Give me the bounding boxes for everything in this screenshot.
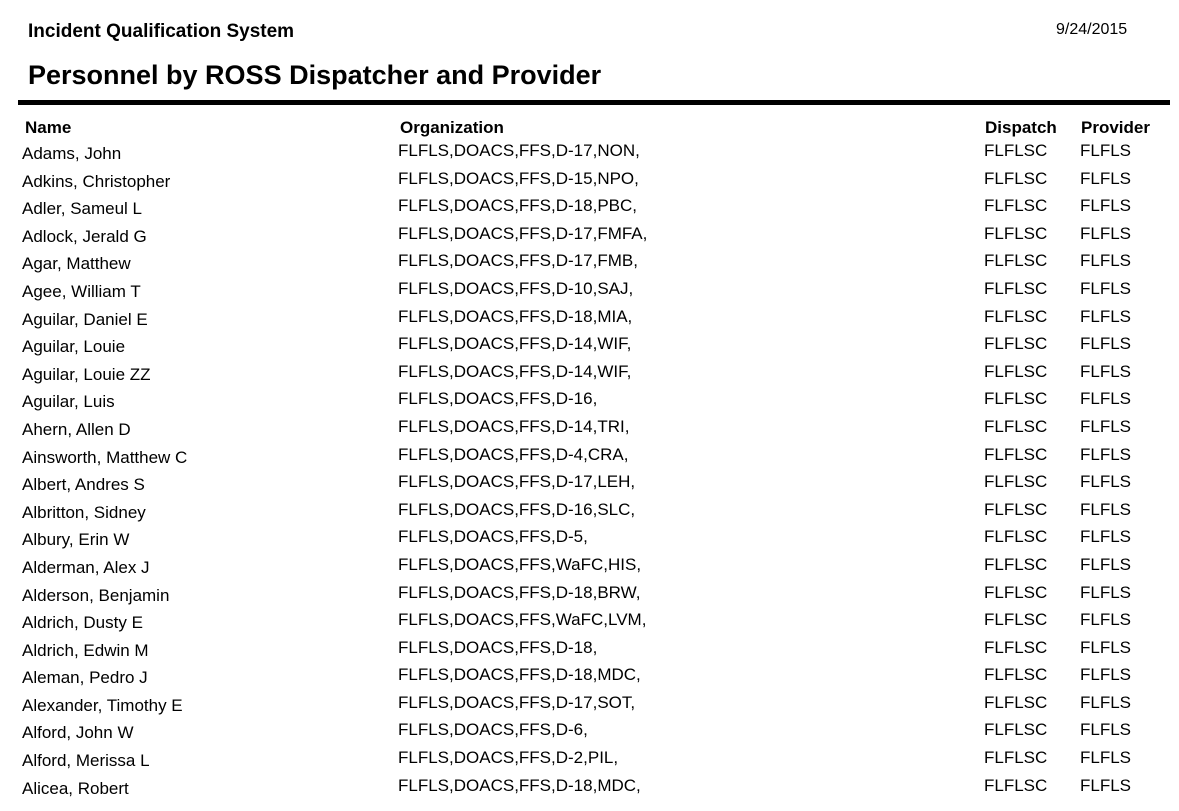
dispatch-cell: FLFLSC [984, 499, 1048, 519]
organization-cell: FLFLS,DOACS,FFS,D-2,PIL, [398, 748, 619, 768]
organization-cell: FLFLS,DOACS,FFS,D-5, [398, 527, 588, 547]
organization-cell: FLFLS,DOACS,FFS,D-16, [398, 389, 598, 409]
name-cell: Alexander, Timothy E [22, 695, 183, 715]
organization-cell: FLFLS,DOACS,FFS,D-18,MDC, [398, 665, 641, 685]
organization-cell: FLFLS,DOACS,FFS,D-14,WIF, [398, 361, 632, 381]
column-header-name: Name [25, 118, 72, 137]
organization-cell: FLFLS,DOACS,FFS,D-18,PBC, [398, 196, 637, 216]
name-cell: Ainsworth, Matthew C [22, 447, 188, 467]
name-cell: Alicea, Robert [22, 778, 129, 798]
provider-cell: FLFLS [1080, 334, 1132, 354]
table-row [0, 750, 1179, 778]
provider-cell: FLFLS [1080, 251, 1132, 271]
table-row [0, 143, 1179, 171]
name-cell: Albritton, Sidney [22, 502, 146, 522]
dispatch-cell: FLFLSC [984, 720, 1048, 740]
dispatch-cell: FLFLSC [984, 223, 1048, 243]
name-cell: Alderman, Alex J [22, 557, 150, 577]
provider-cell: FLFLS [1080, 444, 1132, 464]
table-row [0, 223, 1179, 254]
table-row [0, 474, 1179, 502]
provider-cell: FLFLS [1080, 748, 1132, 768]
provider-cell: FLFLS [1080, 141, 1132, 160]
dispatch-cell: FLFLSC [984, 692, 1048, 712]
provider-cell: FLFLS [1080, 278, 1132, 298]
name-cell: Aguilar, Louie [22, 337, 126, 357]
provider-cell: FLFLS [1080, 775, 1132, 795]
table-row [0, 499, 1179, 530]
table-row [0, 444, 1179, 475]
table-row [0, 306, 1179, 337]
organization-cell: FLFLS,DOACS,FFS,WaFC,HIS, [398, 554, 642, 574]
report-title: Personnel by ROSS Dispatcher and Provider [28, 60, 602, 90]
table-row [0, 529, 1179, 557]
dispatch-cell: FLFLSC [984, 361, 1048, 381]
organization-cell: FLFLS,DOACS,FFS,D-14,TRI, [398, 416, 630, 436]
report-date: 9/24/2015 [1056, 21, 1128, 38]
organization-cell: FLFLS,DOACS,FFS,D-10,SAJ, [398, 278, 634, 298]
organization-cell: FLFLS,DOACS,FFS,D-15,NPO, [398, 168, 639, 188]
organization-cell: FLFLS,DOACS,FFS,D-17,NON, [398, 141, 640, 160]
provider-cell: FLFLS [1080, 361, 1132, 381]
name-cell: Agar, Matthew [22, 254, 131, 274]
name-cell: Albury, Erin W [22, 530, 130, 550]
table-row [0, 612, 1179, 640]
organization-cell: FLFLS,DOACS,FFS,D-17,SOT, [398, 692, 636, 712]
name-cell: Aleman, Pedro J [22, 668, 148, 688]
organization-cell: FLFLS,DOACS,FFS,D-17,FMFA, [398, 223, 648, 243]
dispatch-cell: FLFLSC [984, 554, 1048, 574]
organization-cell: FLFLS,DOACS,FFS,WaFC,LVM, [398, 610, 647, 630]
personnel-table [0, 143, 1179, 805]
dispatch-cell: FLFLSC [984, 527, 1048, 547]
table-row [0, 278, 1179, 309]
organization-cell: FLFLS,DOACS,FFS,D-17,FMB, [398, 251, 638, 271]
name-cell: Adams, John [22, 144, 122, 163]
dispatch-cell: FLFLSC [984, 665, 1048, 685]
table-row [0, 336, 1179, 364]
provider-cell: FLFLS [1080, 665, 1132, 685]
name-cell: Alderson, Benjamin [22, 585, 170, 605]
provider-cell: FLFLS [1080, 196, 1132, 216]
column-header-provider: Provider [1081, 118, 1150, 137]
table-row [0, 692, 1179, 723]
table-row [0, 168, 1179, 199]
name-cell: Albert, Andres S [22, 475, 145, 495]
table-row [0, 775, 1179, 806]
provider-cell: FLFLS [1080, 306, 1132, 326]
dispatch-cell: FLFLSC [984, 168, 1048, 188]
dispatch-cell: FLFLSC [984, 610, 1048, 630]
column-header-dispatch: Dispatch [985, 118, 1057, 137]
system-title: Incident Qualification System [28, 21, 295, 42]
name-cell: Alford, Merissa L [22, 751, 150, 771]
provider-cell: FLFLS [1080, 610, 1132, 630]
provider-cell: FLFLS [1080, 527, 1132, 547]
column-header-organization: Organization [400, 118, 504, 137]
table-row [0, 554, 1179, 585]
organization-cell: FLFLS,DOACS,FFS,D-17,LEH, [398, 472, 636, 492]
name-cell: Agee, William T [22, 281, 141, 301]
dispatch-cell: FLFLSC [984, 196, 1048, 216]
provider-cell: FLFLS [1080, 499, 1132, 519]
organization-cell: FLFLS,DOACS,FFS,D-16,SLC, [398, 499, 636, 519]
dispatch-cell: FLFLSC [984, 278, 1048, 298]
dispatch-cell: FLFLSC [984, 389, 1048, 409]
table-row [0, 253, 1179, 281]
dispatch-cell: FLFLSC [984, 141, 1048, 160]
name-cell: Aldrich, Dusty E [22, 613, 143, 633]
name-cell: Adlock, Jerald G [22, 226, 147, 246]
provider-cell: FLFLS [1080, 692, 1132, 712]
provider-cell: FLFLS [1080, 416, 1132, 436]
dispatch-cell: FLFLSC [984, 416, 1048, 436]
dispatch-cell: FLFLSC [984, 334, 1048, 354]
dispatch-cell: FLFLSC [984, 775, 1048, 795]
dispatch-cell: FLFLSC [984, 472, 1048, 492]
organization-cell: FLFLS,DOACS,FFS,D-18,MDC, [398, 775, 641, 795]
table-row [0, 361, 1179, 392]
name-cell: Aguilar, Daniel E [22, 309, 148, 329]
dispatch-cell: FLFLSC [984, 582, 1048, 602]
dispatch-cell: FLFLSC [984, 251, 1048, 271]
provider-cell: FLFLS [1080, 554, 1132, 574]
header-divider [18, 100, 1170, 105]
provider-cell: FLFLS [1080, 582, 1132, 602]
dispatch-cell: FLFLSC [984, 444, 1048, 464]
provider-cell: FLFLS [1080, 168, 1132, 188]
dispatch-cell: FLFLSC [984, 637, 1048, 657]
organization-cell: FLFLS,DOACS,FFS,D-18,MIA, [398, 306, 633, 326]
name-cell: Alford, John W [22, 723, 134, 743]
organization-cell: FLFLS,DOACS,FFS,D-18,BRW, [398, 582, 641, 602]
table-row [0, 722, 1179, 750]
provider-cell: FLFLS [1080, 472, 1132, 492]
name-cell: Adler, Sameul L [22, 199, 143, 219]
name-cell: Aguilar, Louie ZZ [22, 364, 151, 384]
table-row [0, 198, 1179, 226]
provider-cell: FLFLS [1080, 223, 1132, 243]
provider-cell: FLFLS [1080, 720, 1132, 740]
name-cell: Aldrich, Edwin M [22, 640, 149, 660]
name-cell: Ahern, Allen D [22, 419, 131, 439]
organization-cell: FLFLS,DOACS,FFS,D-14,WIF, [398, 334, 632, 354]
dispatch-cell: FLFLSC [984, 306, 1048, 326]
organization-cell: FLFLS,DOACS,FFS,D-18, [398, 637, 598, 657]
dispatch-cell: FLFLSC [984, 748, 1048, 768]
organization-cell: FLFLS,DOACS,FFS,D-4,CRA, [398, 444, 629, 464]
table-row [0, 416, 1179, 447]
table-row [0, 637, 1179, 668]
name-cell: Aguilar, Luis [22, 392, 115, 412]
provider-cell: FLFLS [1080, 637, 1132, 657]
table-row [0, 667, 1179, 695]
table-row [0, 582, 1179, 613]
name-cell: Adkins, Christopher [22, 171, 171, 191]
table-row [0, 391, 1179, 419]
provider-cell: FLFLS [1080, 389, 1132, 409]
organization-cell: FLFLS,DOACS,FFS,D-6, [398, 720, 588, 740]
